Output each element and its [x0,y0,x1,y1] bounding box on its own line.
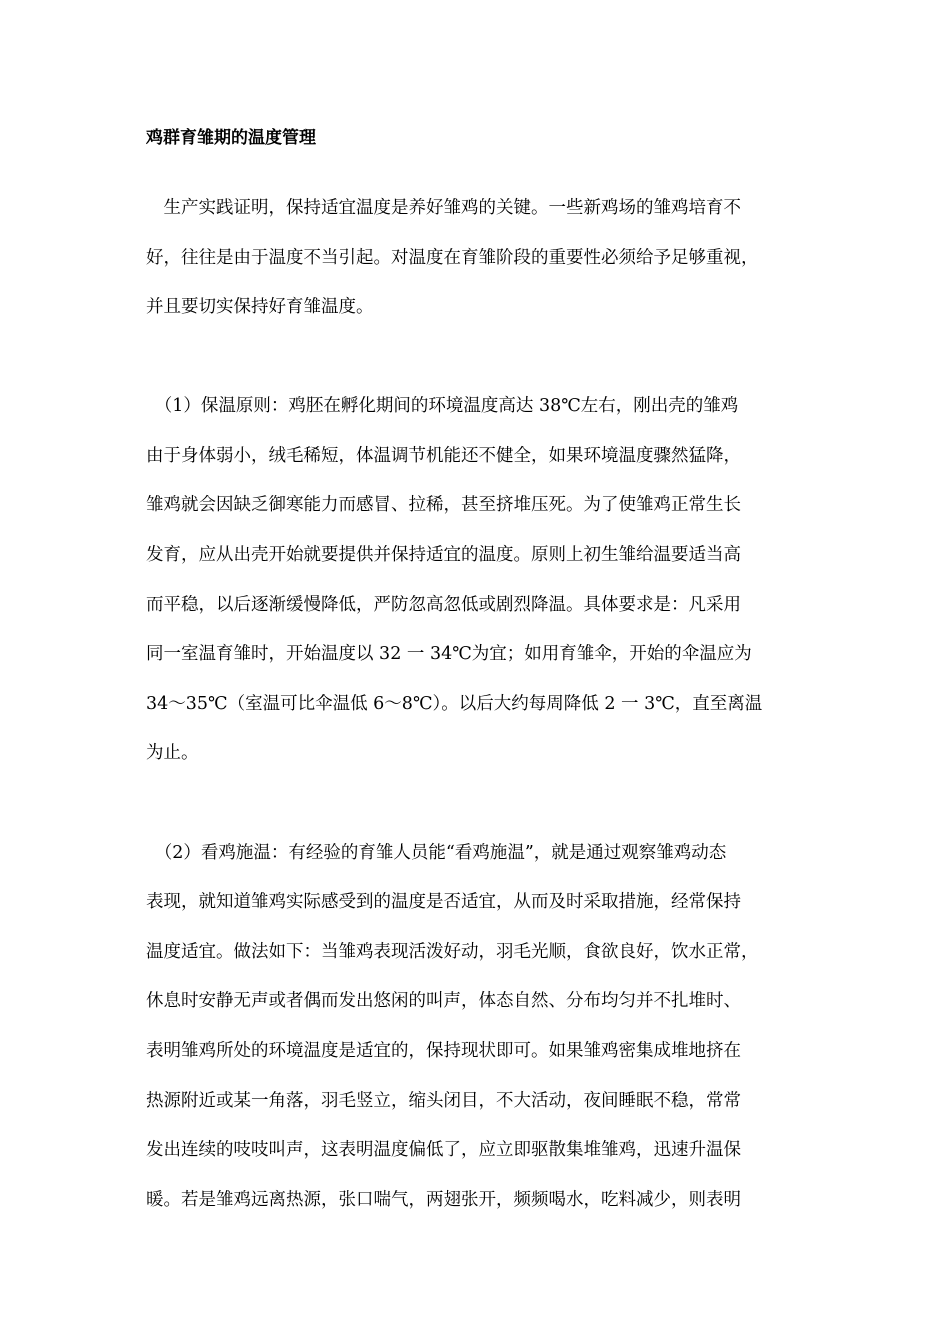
paragraph-2-line-6: 同一室温育雏时，开始温度以 32 一 34℃为宜；如用育雏伞，开始的伞温应为 [146,644,752,664]
paragraph-2-line-4: 发育，应从出壳开始就要提供并保持适宜的温度。原则上初生雏给温要适当高 [146,545,741,565]
paragraph-3-line-2: 表现，就知道雏鸡实际感受到的温度是否适宜，从而及时采取措施，经常保持 [146,892,741,912]
paragraph-1-line-3: 并且要切实保持好育雏温度。 [146,297,374,317]
paragraph-2-line-7: 34～35℃（室温可比伞温低 6～8℃）。以后大约每周降低 2 一 3℃，直至离温 [146,694,763,714]
paragraph-3-line-5: 表明雏鸡所处的环境温度是适宜的，保持现状即可。如果雏鸡密集成堆地挤在 [146,1041,741,1061]
paragraph-2-line-5: 而平稳，以后逐渐缓慢降低，严防忽高忽低或剧烈降温。具体要求是：凡采用 [146,595,741,615]
paragraph-2-line-2: 由于身体弱小，绒毛稀短，体温调节机能还不健全，如果环境温度骤然猛降， [146,446,741,466]
paragraph-2-line-8: 为止。 [146,743,199,763]
paragraph-3-line-6: 热源附近或某一角落，羽毛竖立，缩头闭目，不大活动，夜间睡眠不稳，常常 [146,1091,741,1111]
paragraph-3-line-4: 休息时安静无声或者偶而发出悠闲的叫声，体态自然、分布均匀并不扎堆时、 [146,991,741,1011]
paragraph-3-line-7: 发出连续的吱吱叫声，这表明温度偏低了，应立即驱散集堆雏鸡，迅速升温保 [146,1140,741,1160]
paragraph-2-line-1: （1）保温原则：鸡胚在孵化期间的环境温度高达 38℃左右，刚出壳的雏鸡 [146,396,739,416]
paragraph-3-line-8: 暖。若是雏鸡远离热源，张口喘气，两翅张开，频频喝水，吃料减少，则表明 [146,1190,741,1210]
document-title: 鸡群育雏期的温度管理 [146,128,316,148]
paragraph-1-line-2: 好，往往是由于温度不当引起。对温度在育雏阶段的重要性必须给予足够重视， [146,248,759,268]
paragraph-3-line-1: （2）看鸡施温：有经验的育雏人员能“看鸡施温”，就是通过观察雏鸡动态 [146,843,727,863]
paragraph-1-line-1: 生产实践证明，保持适宜温度是养好雏鸡的关键。一些新鸡场的雏鸡培育不 [146,198,741,218]
paragraph-3-line-3: 温度适宜。做法如下：当雏鸡表现活泼好动，羽毛光顺，食欲良好，饮水正常， [146,942,759,962]
paragraph-2-line-3: 雏鸡就会因缺乏御寒能力而感冒、拉稀，甚至挤堆压死。为了使雏鸡正常生长 [146,495,741,515]
